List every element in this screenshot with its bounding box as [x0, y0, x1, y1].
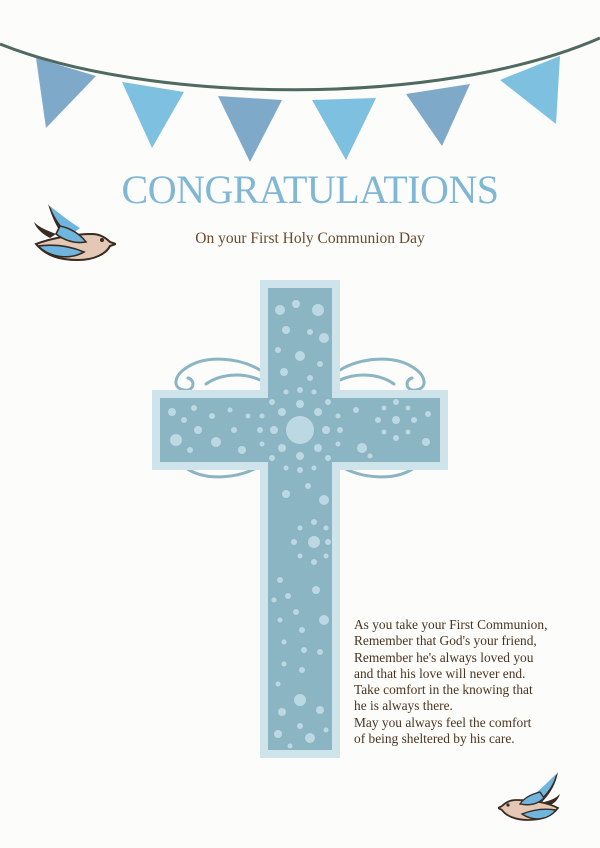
card-title: CONGRATULATIONS — [121, 167, 499, 212]
verse-text — [354, 617, 594, 747]
verse-line: Take comfort in the knowing that — [354, 682, 533, 698]
verse-line: Remember that God's your friend, — [354, 633, 537, 649]
verse-line: he is always there. — [354, 698, 453, 714]
swallow-bird-icon — [30, 200, 116, 270]
verse-line: As you take your First Communion, — [354, 617, 548, 632]
pennant-2 — [122, 82, 184, 148]
pennant-3 — [218, 96, 282, 162]
verse-line: May you always feel the comfort — [354, 714, 532, 730]
pennant-4 — [312, 98, 376, 160]
card-subtitle: On your First Holy Communion Day — [195, 230, 425, 247]
swallow-bird-icon — [498, 770, 564, 826]
verse-line: of being sheltered by his care. — [354, 731, 515, 747]
bunting-banner — [0, 0, 600, 180]
pennant-5 — [406, 84, 470, 146]
verse-line: and that his love will never end. — [354, 665, 526, 681]
verse-line: Remember he's always loved you — [354, 649, 534, 665]
